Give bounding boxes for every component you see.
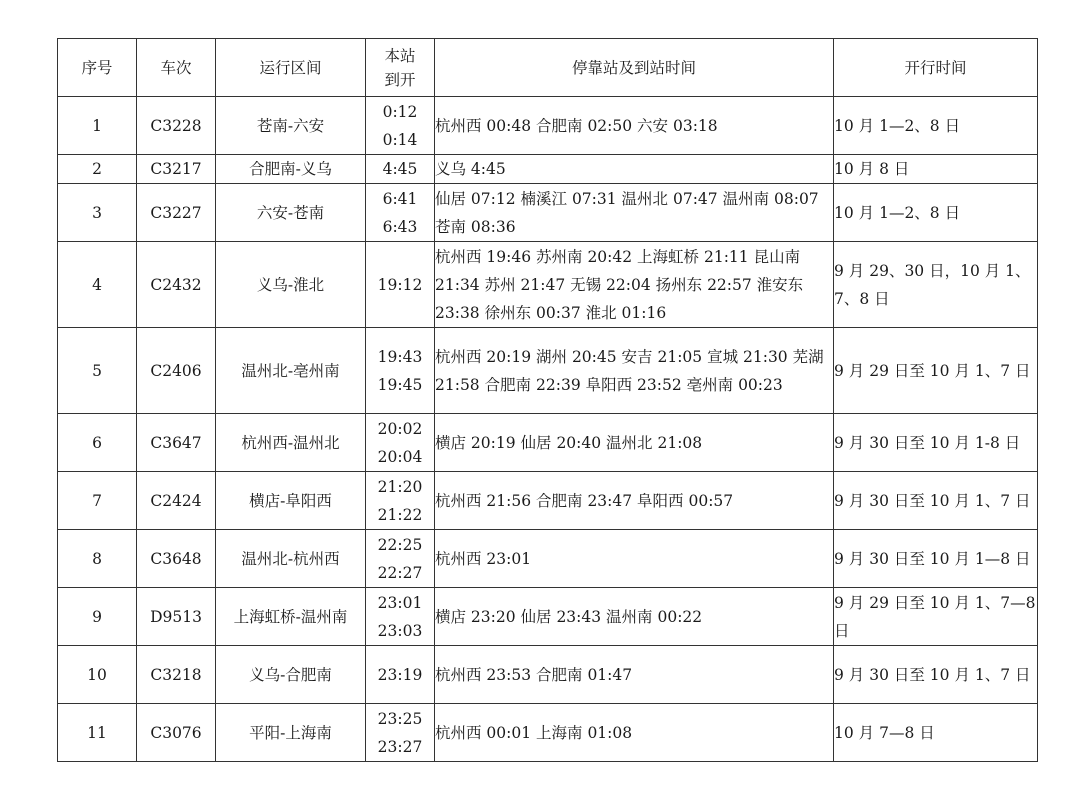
table-row [58, 328, 1038, 414]
row-arrive: 0:12 [382, 102, 418, 121]
row-time [366, 414, 435, 472]
row-stops: 杭州西 00:48 合肥南 02:50 六安 03:18 [435, 97, 834, 155]
row-train: D9513 [137, 588, 216, 646]
row-route: 合肥南-义乌 [216, 155, 366, 184]
row-arrive: 19:43 [377, 347, 423, 366]
row-depart: 20:04 [377, 447, 423, 466]
row-train: C3647 [137, 414, 216, 472]
row-dates: 9 月 29 日至 10 月 1、7 日 [834, 328, 1038, 414]
row-arrive: 23:01 [377, 593, 423, 612]
row-time [366, 97, 435, 155]
row-dates: 10 月 7—8 日 [834, 704, 1038, 762]
row-dates: 9 月 29 日至 10 月 1、7—8 日 [834, 588, 1038, 646]
row-seq: 3 [58, 184, 137, 242]
row-arrive: 23:25 [377, 709, 423, 728]
row-seq: 2 [58, 155, 137, 184]
row-depart: 19:45 [377, 375, 423, 394]
row-stops: 杭州西 23:53 合肥南 01:47 [435, 646, 834, 704]
row-route: 义乌-淮北 [216, 242, 366, 328]
row-dates: 10 月 1—2、8 日 [834, 97, 1038, 155]
row-dates: 9 月 30 日至 10 月 1-8 日 [834, 414, 1038, 472]
row-train: C3648 [137, 530, 216, 588]
header-train: 车次 [137, 39, 216, 97]
row-dates: 9 月 30 日至 10 月 1、7 日 [834, 472, 1038, 530]
row-route: 六安-苍南 [216, 184, 366, 242]
row-train: C2424 [137, 472, 216, 530]
row-stops: 义乌 4:45 [435, 155, 834, 184]
table-row [58, 530, 1038, 588]
row-train: C3218 [137, 646, 216, 704]
row-arrive: 21:20 [377, 477, 423, 496]
row-seq: 1 [58, 97, 137, 155]
table-row [58, 184, 1038, 242]
header-seq: 序号 [58, 39, 137, 97]
row-route: 温州北-亳州南 [216, 328, 366, 414]
header-time-line1: 本站 [384, 46, 416, 65]
row-route: 杭州西-温州北 [216, 414, 366, 472]
row-seq: 8 [58, 530, 137, 588]
row-time [366, 588, 435, 646]
row-train: C3227 [137, 184, 216, 242]
row-arrive: 19:12 [377, 275, 423, 294]
row-stops: 杭州西 19:46 苏州南 20:42 上海虹桥 21:11 昆山南 21:34 苏州 21:47 无锡 22:04 扬州东 22:57 淮安东 23:38 徐州东 00:37 淮北 01:16 [435, 242, 834, 328]
row-arrive: 6:41 [382, 189, 418, 208]
row-dates: 9 月 30 日至 10 月 1—8 日 [834, 530, 1038, 588]
row-stops: 杭州西 20:19 湖州 20:45 安吉 21:05 宣城 21:30 芜湖 21:58 合肥南 22:39 阜阳西 23:52 亳州南 00:23 [435, 328, 834, 414]
row-time [366, 184, 435, 242]
row-stops: 仙居 07:12 楠溪江 07:31 温州北 07:47 温州南 08:07 苍南 08:36 [435, 184, 834, 242]
row-seq: 11 [58, 704, 137, 762]
row-route: 上海虹桥-温州南 [216, 588, 366, 646]
row-stops: 横店 23:20 仙居 23:43 温州南 00:22 [435, 588, 834, 646]
row-train: C3228 [137, 97, 216, 155]
header-time [366, 39, 435, 97]
row-depart: 0:14 [382, 130, 418, 149]
table-row [58, 472, 1038, 530]
train-schedule-table [57, 38, 1038, 762]
row-dates: 10 月 1—2、8 日 [834, 184, 1038, 242]
row-seq: 7 [58, 472, 137, 530]
row-stops: 杭州西 21:56 合肥南 23:47 阜阳西 00:57 [435, 472, 834, 530]
table-row [58, 97, 1038, 155]
row-seq: 10 [58, 646, 137, 704]
table-row [58, 646, 1038, 704]
row-arrive: 4:45 [382, 160, 418, 178]
row-time [366, 328, 435, 414]
header-stops: 停靠站及到站时间 [435, 39, 834, 97]
row-dates: 10 月 8 日 [834, 155, 1038, 184]
table-row [58, 155, 1038, 184]
row-route: 横店-阜阳西 [216, 472, 366, 530]
row-stops: 横店 20:19 仙居 20:40 温州北 21:08 [435, 414, 834, 472]
row-seq: 5 [58, 328, 137, 414]
row-depart: 23:03 [377, 621, 423, 640]
row-time [366, 242, 435, 328]
row-dates: 9 月 29、30 日，10 月 1、7、8 日 [834, 242, 1038, 328]
row-time [366, 704, 435, 762]
row-train: C3217 [137, 155, 216, 184]
header-route: 运行区间 [216, 39, 366, 97]
row-route: 温州北-杭州西 [216, 530, 366, 588]
row-time [366, 155, 435, 184]
row-route: 义乌-合肥南 [216, 646, 366, 704]
row-depart: 23:27 [377, 737, 423, 756]
row-route: 平阳-上海南 [216, 704, 366, 762]
row-arrive: 23:19 [377, 665, 423, 684]
row-seq: 6 [58, 414, 137, 472]
row-stops: 杭州西 00:01 上海南 01:08 [435, 704, 834, 762]
row-stops: 杭州西 23:01 [435, 530, 834, 588]
row-depart: 6:43 [382, 217, 418, 236]
row-train: C3076 [137, 704, 216, 762]
row-train: C2432 [137, 242, 216, 328]
table-row [58, 242, 1038, 328]
header-dates: 开行时间 [834, 39, 1038, 97]
table-row [58, 588, 1038, 646]
row-depart: 21:22 [377, 505, 423, 524]
table-header-row [58, 39, 1038, 97]
table-row [58, 414, 1038, 472]
table-row [58, 704, 1038, 762]
row-arrive: 22:25 [377, 535, 423, 554]
row-time [366, 472, 435, 530]
row-route: 苍南-六安 [216, 97, 366, 155]
row-seq: 4 [58, 242, 137, 328]
row-train: C2406 [137, 328, 216, 414]
row-dates: 9 月 30 日至 10 月 1、7 日 [834, 646, 1038, 704]
header-time-line2: 到开 [384, 70, 416, 89]
row-time [366, 646, 435, 704]
row-seq: 9 [58, 588, 137, 646]
row-arrive: 20:02 [377, 419, 423, 438]
row-depart: 22:27 [377, 563, 423, 582]
row-time [366, 530, 435, 588]
